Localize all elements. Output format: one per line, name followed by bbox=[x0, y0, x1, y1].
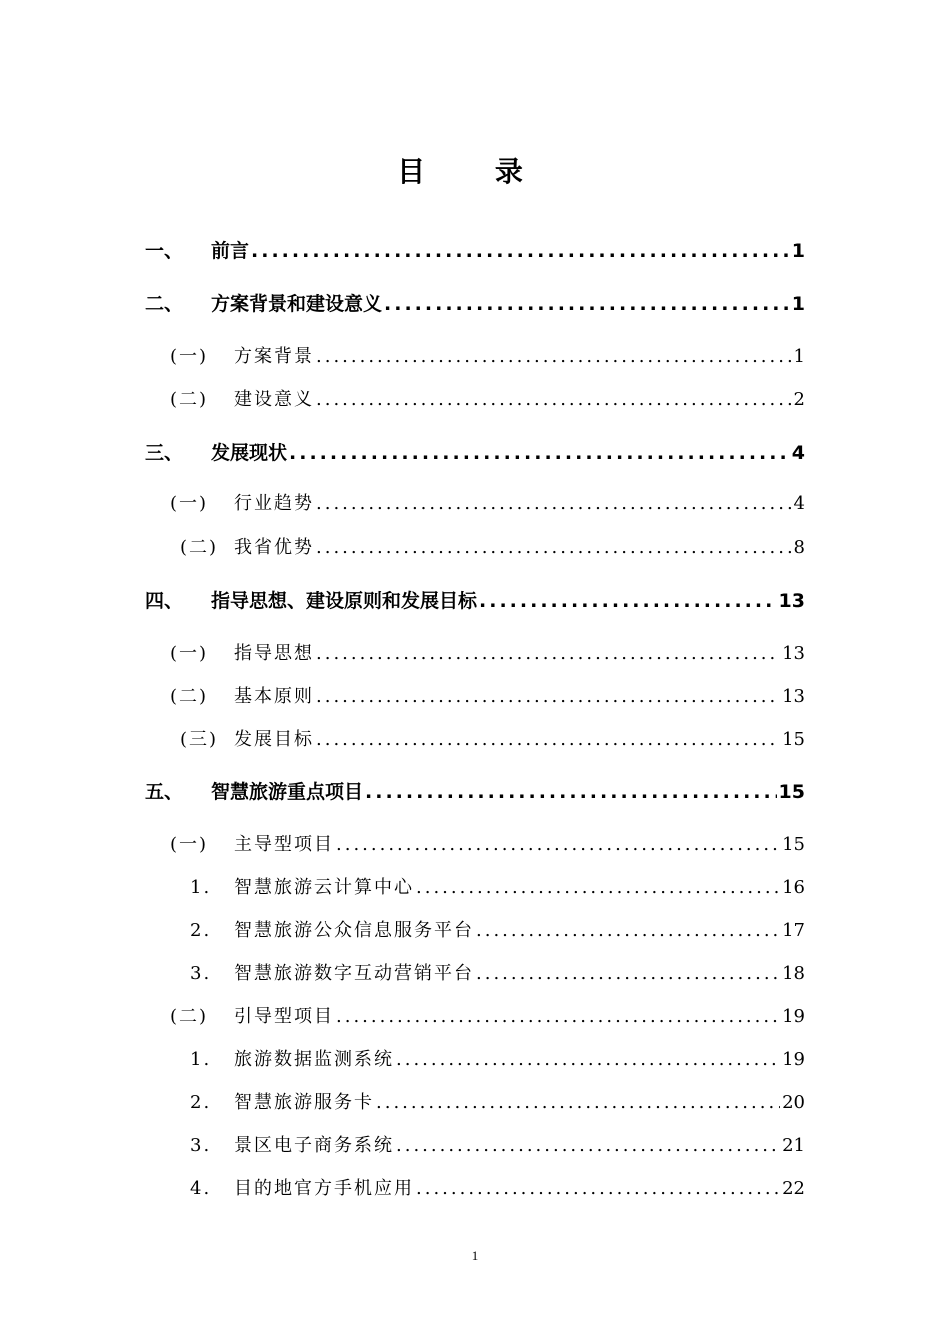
toc-entry-number: (一) bbox=[170, 643, 209, 664]
toc-entry-page: 15 bbox=[778, 781, 805, 803]
toc-entry-page: 18 bbox=[782, 963, 805, 984]
toc-entry-number: 4. bbox=[190, 1178, 212, 1199]
toc-entry-label: 建设意义 bbox=[234, 389, 314, 410]
toc-entry-page: 19 bbox=[782, 1049, 805, 1070]
toc-entry-page: 21 bbox=[782, 1135, 805, 1156]
toc-leader-dots bbox=[336, 1006, 780, 1027]
toc-entry-label: 行业趋势 bbox=[234, 493, 314, 514]
toc-entry[interactable] bbox=[180, 533, 805, 559]
toc-entry-page: 1 bbox=[793, 346, 805, 367]
toc-entry[interactable] bbox=[190, 1045, 805, 1071]
toc-leader-dots bbox=[479, 590, 777, 612]
toc-entry[interactable] bbox=[145, 438, 805, 464]
toc-entry-label: 智慧旅游云计算中心 bbox=[234, 877, 414, 898]
toc-entry[interactable] bbox=[170, 342, 805, 368]
toc-entry-number: 1. bbox=[190, 877, 212, 898]
toc-entry-page: 22 bbox=[782, 1178, 805, 1199]
toc-leader-dots bbox=[384, 293, 790, 315]
toc-leader-dots bbox=[396, 1049, 780, 1070]
toc-entry-page: 15 bbox=[782, 729, 805, 750]
toc-leader-dots bbox=[251, 240, 790, 262]
toc-entry-number: (三) bbox=[180, 729, 219, 750]
toc-entry-number: (一) bbox=[170, 834, 209, 855]
toc-entry-label: 我省优势 bbox=[234, 537, 314, 558]
toc-entry-number: (一) bbox=[170, 493, 209, 514]
toc-leader-dots bbox=[416, 877, 780, 898]
toc-entry-number: (二) bbox=[170, 686, 209, 707]
toc-entry[interactable] bbox=[190, 959, 805, 985]
toc-leader-dots bbox=[316, 686, 780, 707]
toc-entry-label: 智慧旅游公众信息服务平台 bbox=[234, 920, 474, 941]
toc-leader-dots bbox=[476, 920, 780, 941]
toc-leader-dots bbox=[416, 1178, 780, 1199]
toc-entry-label: 方案背景和建设意义 bbox=[211, 293, 383, 315]
toc-entry-number: 三、 bbox=[145, 442, 184, 464]
toc-entry[interactable] bbox=[180, 725, 805, 751]
toc-entry[interactable] bbox=[170, 682, 805, 708]
toc-entry-number: 一、 bbox=[145, 240, 184, 262]
toc-entry[interactable] bbox=[170, 1002, 805, 1028]
toc-entry[interactable] bbox=[145, 586, 805, 612]
toc-entry-label: 智慧旅游数字互动营销平台 bbox=[234, 963, 474, 984]
toc-leader-dots bbox=[316, 493, 792, 514]
toc-entry[interactable] bbox=[190, 916, 805, 942]
toc-entry-page: 4 bbox=[793, 493, 805, 514]
toc-entry-label: 主导型项目 bbox=[234, 834, 334, 855]
toc-entry-label: 前言 bbox=[211, 240, 250, 262]
toc-entry[interactable] bbox=[170, 830, 805, 856]
toc-entry-label: 引导型项目 bbox=[234, 1006, 334, 1027]
toc-leader-dots bbox=[376, 1092, 780, 1113]
toc-entry-page: 8 bbox=[793, 537, 805, 558]
toc-leader-dots bbox=[316, 643, 780, 664]
toc-entry-label: 旅游数据监测系统 bbox=[234, 1049, 394, 1070]
toc-entry[interactable] bbox=[170, 639, 805, 665]
toc-entry-number: 四、 bbox=[145, 590, 184, 612]
page-number: 1 bbox=[471, 1248, 479, 1263]
toc-entry-page: 2 bbox=[793, 389, 805, 410]
toc-leader-dots bbox=[396, 1135, 780, 1156]
toc-leader-dots bbox=[289, 442, 790, 464]
toc-entry-number: (一) bbox=[170, 346, 209, 367]
toc-entry-label: 目的地官方手机应用 bbox=[234, 1178, 414, 1199]
toc-entry-label: 方案背景 bbox=[234, 346, 314, 367]
toc-title: 目 录 bbox=[397, 155, 553, 188]
toc-entry-number: 2. bbox=[190, 920, 212, 941]
toc-entry[interactable] bbox=[170, 385, 805, 411]
toc-entry-number: 五、 bbox=[145, 781, 184, 803]
toc-entry-page: 1 bbox=[791, 293, 805, 315]
toc-entry-number: (二) bbox=[180, 537, 219, 558]
toc-leader-dots bbox=[316, 346, 792, 367]
toc-entry-page: 4 bbox=[791, 442, 805, 464]
toc-entry-page: 13 bbox=[782, 643, 805, 664]
toc-entry[interactable] bbox=[190, 873, 805, 899]
toc-entry-label: 基本原则 bbox=[234, 686, 314, 707]
toc-entry[interactable] bbox=[145, 777, 805, 803]
toc-entry-page: 19 bbox=[782, 1006, 805, 1027]
toc-leader-dots bbox=[316, 389, 792, 410]
toc-leader-dots bbox=[476, 963, 780, 984]
toc-leader-dots bbox=[365, 781, 777, 803]
toc-entry-number: 2. bbox=[190, 1092, 212, 1113]
toc-entry-number: 3. bbox=[190, 963, 212, 984]
toc-entry-page: 17 bbox=[782, 920, 805, 941]
toc-leader-dots bbox=[316, 729, 780, 750]
toc-entry-label: 景区电子商务系统 bbox=[234, 1135, 394, 1156]
toc-entry[interactable] bbox=[190, 1131, 805, 1157]
toc-entry-number: (二) bbox=[170, 1006, 209, 1027]
toc-entry-number: (二) bbox=[170, 389, 209, 410]
toc-entry-label: 指导思想、建设原则和发展目标 bbox=[211, 590, 478, 612]
toc-entry-number: 3. bbox=[190, 1135, 212, 1156]
toc-entry[interactable] bbox=[145, 289, 805, 315]
toc-entry[interactable] bbox=[145, 236, 805, 262]
toc-entry-page: 13 bbox=[782, 686, 805, 707]
toc-entry-page: 1 bbox=[791, 240, 805, 262]
toc-entry-label: 指导思想 bbox=[234, 643, 314, 664]
toc-leader-dots bbox=[316, 537, 792, 558]
toc-entry[interactable] bbox=[190, 1088, 805, 1114]
toc-entry[interactable] bbox=[170, 489, 805, 515]
toc-entry-number: 二、 bbox=[145, 293, 184, 315]
toc-entry-label: 智慧旅游服务卡 bbox=[234, 1092, 374, 1113]
toc-entry-label: 发展目标 bbox=[234, 729, 314, 750]
toc-entry-label: 智慧旅游重点项目 bbox=[211, 781, 364, 803]
toc-entry-page: 20 bbox=[782, 1092, 805, 1113]
toc-leader-dots bbox=[336, 834, 780, 855]
toc-entry-page: 13 bbox=[778, 590, 805, 612]
toc-entry-page: 15 bbox=[782, 834, 805, 855]
toc-entry-label: 发展现状 bbox=[211, 442, 288, 464]
toc-entry-page: 16 bbox=[782, 877, 805, 898]
toc-entry-number: 1. bbox=[190, 1049, 212, 1070]
toc-entry[interactable] bbox=[190, 1174, 805, 1200]
